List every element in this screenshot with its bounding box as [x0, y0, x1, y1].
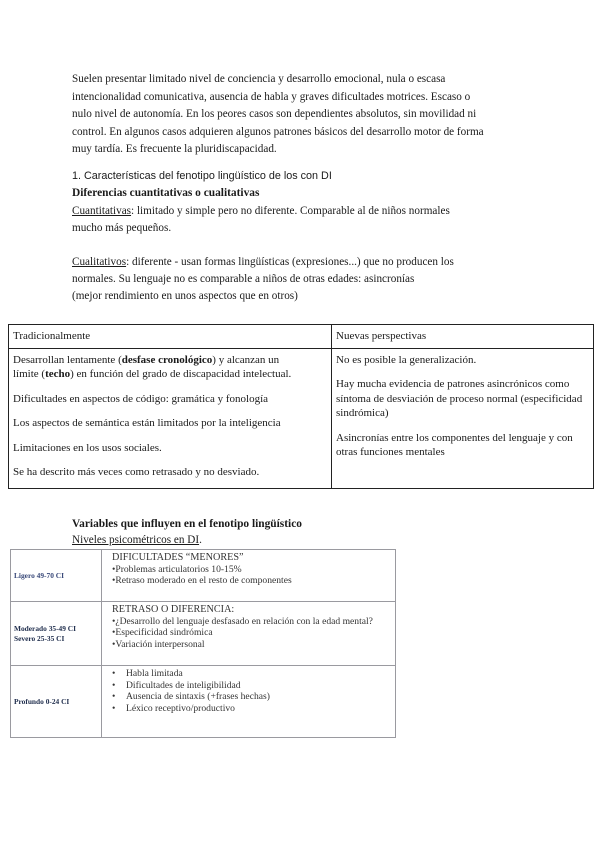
section2-subheading: Niveles psicométricos en DI — [72, 534, 200, 546]
cell-paragraph: Asincronías entre los componentes del lenguaje y con otras funciones mentales — [336, 431, 573, 458]
cell-paragraph: Hay mucha evidencia de patrones asincrónicos como síntoma de desviación de proceso normal (especificidad sindrómica) — [336, 378, 583, 419]
bold-term: desfase cronológico — [121, 353, 213, 366]
cell-paragraph: No es posible la generalización. — [336, 353, 477, 366]
intro-line: nulo nivel de autonomía. En los peores casos son dependientes absolutos, sin movilidad ni — [72, 108, 477, 120]
section-heading: 1. Características del fenotipo lingüístico de los con DI — [72, 170, 332, 182]
cualitativos-text-cont: normales. Su lenguaje no es comparable a niños de otras edades: asincronías — [72, 273, 415, 285]
cell-paragraph: Limitaciones en los usos sociales. — [13, 441, 162, 454]
level-label-moderate: Moderado 35-49 CI — [14, 623, 76, 633]
cell-paragraph: Los aspectos de semántica están limitados por la inteligencia — [13, 417, 281, 429]
intro-line: control. En algunos casos adquieren algunos patrones básicos del desarrollo motor de forma — [72, 125, 484, 138]
cuantitativas-text: : limitado y simple pero no diferente. Comparable al de niños normales — [131, 205, 450, 217]
section-subheading: Diferencias cuantitativas o cualitativas — [72, 187, 260, 199]
cuantitativas-text-cont: mucho más pequeños. — [72, 222, 172, 234]
intro-line: Suelen presentar limitado nivel de conciencia y desarrollo emocional, nula o escasa — [72, 73, 446, 85]
table-header-row — [9, 325, 594, 349]
cuantitativas-line — [72, 205, 450, 217]
new-perspectives-cell — [332, 348, 594, 488]
level-item: •Especificidad sindrómica — [112, 627, 213, 638]
cualitativos-label: Cualitativos — [72, 256, 127, 268]
table-row — [9, 348, 594, 488]
levels-table — [10, 549, 396, 738]
level-item: • Ausencia de sintaxis (+frases hechas) — [112, 691, 391, 703]
intro-line: muy tardía. Es frecuente la pluridiscapacidad. — [72, 143, 277, 155]
level-item: •Retraso moderado en el resto de componentes — [112, 575, 292, 586]
level-label: Profundo 0-24 CI — [11, 666, 102, 738]
column-header-new: Nuevas perspectivas — [332, 325, 594, 349]
text: límite ( — [13, 368, 46, 380]
text: ) en función del grado de discapacidad intelectual. — [70, 368, 292, 380]
level-item: • Dificultades de inteligibilidad — [112, 680, 391, 692]
text: ) y alcanzan un — [212, 353, 280, 366]
cell-paragraph: Dificultades en aspectos de código: gramática y fonología — [13, 392, 269, 405]
section2-heading: Variables que influyen en el fenotipo lingüístico — [72, 518, 302, 530]
level-label: Ligero 49-70 CI — [11, 550, 102, 602]
level-description — [102, 666, 396, 738]
level-item: •Problemas articulatorios 10-15% — [112, 563, 242, 575]
text: . — [199, 534, 202, 546]
intro-line: intencionalidad comunicativa, ausencia de habla y graves dificultades motrices. Escaso o — [72, 90, 471, 103]
level-label-severe: Severo 25-35 CI — [14, 633, 65, 643]
table-row — [11, 602, 396, 666]
comparison-table — [8, 324, 594, 489]
section2-subheading-line — [72, 534, 202, 546]
level-description — [102, 550, 396, 602]
level-description — [102, 602, 396, 666]
level-title: DIFICULTADES “MENORES” — [112, 552, 244, 563]
level-item: • Léxico receptivo/productivo — [112, 703, 391, 715]
table-row — [11, 666, 396, 738]
cuantitativas-label: Cuantitativas — [72, 205, 132, 217]
intro-paragraph — [72, 71, 532, 159]
table-row — [11, 550, 396, 602]
level-item: • Habla limitada — [112, 668, 391, 680]
level-item: •Variación interpersonal — [112, 638, 205, 650]
level-item: •¿Desarrollo del lenguaje desfasado en relación con la edad mental? — [112, 615, 373, 627]
cualitativos-line — [72, 256, 454, 268]
bold-term: techo — [45, 368, 71, 380]
cell-paragraph — [13, 353, 327, 382]
traditional-cell — [9, 348, 332, 488]
text: Desarrollan lentamente ( — [13, 353, 122, 366]
column-header-traditional: Tradicionalmente — [9, 325, 332, 349]
cell-paragraph: Se ha descrito más veces como retrasado y no desviado. — [13, 466, 260, 478]
level-title: RETRASO O DIFERENCIA: — [112, 604, 235, 615]
cualitativos-text-cont: (mejor rendimiento en unos aspectos que en otros) — [72, 290, 298, 302]
level-label — [11, 602, 102, 666]
cualitativos-text: : diferente - usan formas lingüísticas (expresiones...) que no producen los — [126, 256, 454, 268]
